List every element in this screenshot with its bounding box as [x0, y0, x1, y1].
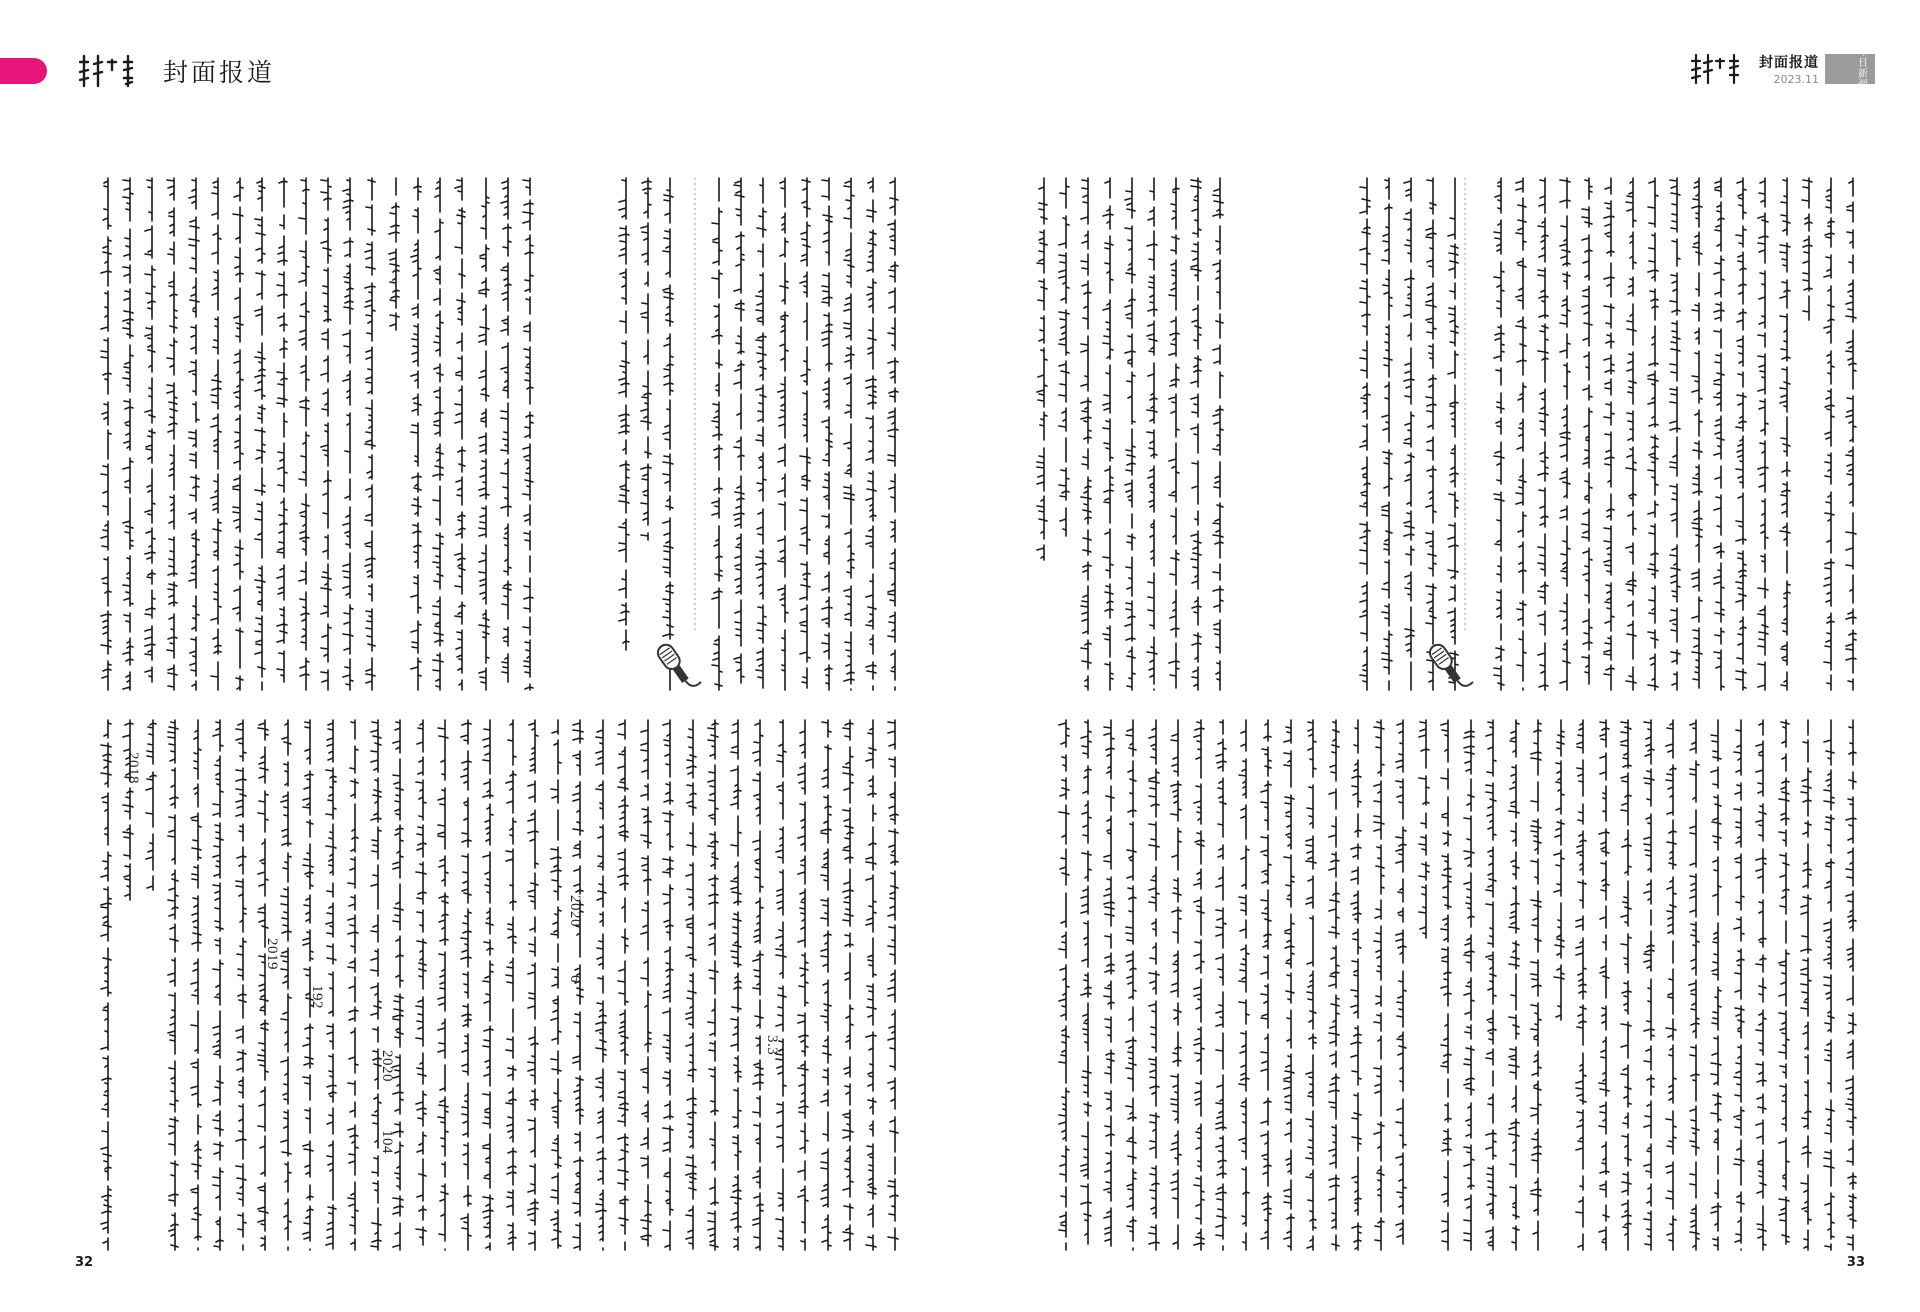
mongolian-text-line: [596, 720, 606, 1250]
mongolian-text-line: [1494, 178, 1504, 690]
mongolian-header-glyph: [1689, 52, 1753, 86]
section-title: 封面报道: [163, 58, 276, 87]
inline-number: 6: [567, 975, 583, 983]
mongolian-text-line: [123, 720, 133, 900]
mongolian-text-line: [1666, 720, 1676, 1250]
mongolian-text-line: [1329, 720, 1339, 1250]
mongolian-header-glyph: [76, 52, 151, 90]
mongolian-text-line: [1239, 720, 1249, 1250]
inline-number: 2020: [567, 895, 583, 927]
mongolian-text-line: [479, 178, 489, 690]
mongolian-text-line: [708, 720, 718, 1250]
mongolian-text-line: [236, 720, 246, 1250]
mongolian-text-line: [686, 720, 696, 1249]
mongolian-text-line: [619, 178, 629, 650]
mongolian-text-line: [641, 178, 651, 540]
mongolian-text-line: [866, 178, 876, 690]
mongolian-text-line: [1689, 720, 1699, 1250]
issue-date: 2023.11: [1773, 73, 1819, 86]
microphone-icon: [1420, 635, 1480, 705]
mongolian-text-line: [573, 720, 583, 1250]
mongolian-text-line: [800, 178, 810, 688]
mongolian-text-line: [1081, 720, 1091, 1244]
mongolian-text-line: [844, 178, 854, 690]
mongolian-text-line: [1059, 178, 1069, 536]
mongolian-text-line: [753, 720, 763, 1250]
header-right: [1689, 47, 1875, 91]
mongolian-text-line: [1125, 178, 1135, 690]
inline-number: 3.3: [764, 1035, 780, 1056]
mongolian-text-line: [501, 178, 511, 682]
mongolian-text-line: [1360, 178, 1370, 690]
mongolian-text-line: [1711, 720, 1721, 1250]
mongolian-text-line: [277, 178, 287, 682]
mongolian-text-line: [1734, 720, 1744, 1250]
mongolian-text-line: [371, 720, 381, 1250]
microphone-icon: [648, 635, 708, 705]
mongolian-text-line: [123, 178, 133, 690]
mongolian-text-line: [1306, 720, 1316, 1250]
mongolian-text-line: [438, 720, 448, 1250]
mongolian-text-line: [712, 178, 722, 690]
mongolian-text-line: [145, 178, 155, 682]
mongolian-text-line: [1426, 178, 1436, 690]
mongolian-text-line: [321, 178, 331, 690]
mongolian-text-line: [1382, 178, 1392, 690]
mongolian-text-line: [1846, 178, 1856, 690]
mongolian-text-line: [1126, 720, 1136, 1250]
mongolian-text-line: [734, 178, 744, 683]
mongolian-text-line: [1736, 178, 1746, 690]
mongolian-text-line: [1576, 720, 1586, 1250]
mongolian-text-line: [843, 720, 853, 1250]
mongolian-text-line: [888, 178, 898, 690]
mongolian-text-line: [1758, 178, 1768, 690]
mongolian-text-line: [1824, 720, 1834, 1250]
mongolian-text-line: [168, 720, 178, 1250]
mongolian-text-line: [1538, 178, 1548, 690]
inline-number: 2020: [379, 1050, 395, 1082]
mongolian-text-line: [798, 720, 808, 1250]
mongolian-text-line: [822, 178, 832, 690]
mongolian-text-line: [461, 720, 471, 1250]
mongolian-text-line: [778, 178, 788, 690]
mongolian-text-line: [663, 178, 673, 690]
header-titlebox: [1759, 52, 1819, 86]
mongolian-text-line: [1626, 178, 1636, 690]
mongolian-text-line: [756, 178, 766, 688]
mongolian-text-line: [1780, 178, 1790, 690]
mongolian-text-line: [191, 720, 201, 1250]
mongolian-text-line: [455, 178, 465, 690]
mongolian-text-line: [1191, 178, 1201, 690]
mongolian-text-line: [618, 720, 628, 1250]
mongolian-text-line: [1531, 720, 1541, 1250]
mongolian-text-line: [1169, 178, 1179, 688]
mongolian-text-line: [299, 178, 309, 690]
mongolian-text-line: [1604, 178, 1614, 690]
mongolian-text-line: [1714, 178, 1724, 690]
mongolian-text-line: [1801, 720, 1811, 1250]
mongolian-text-line: [167, 178, 177, 690]
mongolian-text-line: [528, 720, 538, 1250]
mongolian-text-line: [1670, 178, 1680, 690]
mongolian-text-line: [1351, 720, 1361, 1250]
mongolian-text-line: [1486, 720, 1496, 1250]
mongolian-text-line: [1509, 720, 1519, 1250]
mongolian-text-line: [1374, 720, 1384, 1250]
mongolian-text-line: [776, 720, 786, 1250]
mongolian-text-line: [1194, 720, 1204, 1250]
mongolian-text-line: [641, 720, 651, 1246]
mongolian-text-line: [348, 720, 358, 1250]
mongolian-text-line: [1103, 178, 1113, 690]
mongolian-text-line: [1692, 178, 1702, 688]
mongolian-text-line: [189, 178, 199, 690]
mongolian-text-line: [1846, 720, 1856, 1250]
mongolian-text-line: [1284, 720, 1294, 1250]
mongolian-text-line: [281, 720, 291, 1250]
mongolian-text-line: [1582, 178, 1592, 684]
mongolian-text-line: [213, 720, 223, 1250]
mongolian-text-line: [411, 178, 421, 690]
mongolian-text-line: [1396, 720, 1406, 1244]
mongolian-text-line: [1756, 720, 1766, 1250]
mongolian-text-line: [821, 720, 831, 1250]
mongolian-text-line: [731, 720, 741, 1250]
mongolian-text-line: [146, 720, 156, 890]
mongolian-text-line: [1824, 178, 1834, 690]
page-number-left: 32: [75, 1255, 94, 1270]
mongolian-text-line: [1560, 178, 1570, 690]
section-title: 封面报道: [1759, 55, 1819, 71]
mongolian-text-line: [416, 720, 426, 1245]
mongolian-text-line: [233, 178, 243, 690]
mongolian-text-line: [326, 720, 336, 1249]
mongolian-text-line: [1037, 178, 1047, 560]
mongolian-text-line: [258, 720, 268, 1250]
mongolian-text-line: [1216, 720, 1226, 1250]
inline-number: 192: [309, 985, 325, 1009]
mongolian-text-line: [1081, 178, 1091, 690]
mongolian-text-line: [1802, 178, 1812, 320]
mongolian-text-line: [343, 178, 353, 690]
header-left: [76, 52, 275, 90]
mongolian-text-line: [1441, 720, 1451, 1250]
mongolian-text-line: [551, 720, 561, 1248]
mongolian-text-line: [1448, 178, 1458, 690]
logo-text: 今日新疆: [1858, 47, 1868, 91]
mongolian-text-line: [1464, 720, 1474, 1250]
inline-number: 2019: [264, 938, 280, 970]
mongolian-text-line: [1104, 720, 1114, 1246]
mongolian-text-line: [1419, 720, 1429, 938]
mongolian-text-line: [433, 178, 443, 690]
mongolian-text-line: [523, 178, 533, 690]
mongolian-text-line: [393, 720, 403, 1250]
mongolian-text-line: [1213, 178, 1223, 690]
mongolian-text-line: [1147, 178, 1157, 690]
section-tab: [0, 58, 47, 84]
mongolian-text-line: [1554, 720, 1564, 1020]
mongolian-text-line: [389, 178, 399, 330]
inline-number: 2018: [125, 752, 141, 784]
mongolian-text-line: [101, 720, 111, 1250]
magazine-logo: [1825, 47, 1875, 91]
page-number-right: 33: [1846, 1255, 1865, 1270]
mongolian-text-line: [506, 720, 516, 1250]
inline-number: 104: [379, 1130, 395, 1154]
mongolian-text-line: [663, 720, 673, 1250]
mongolian-text-line: [1648, 178, 1658, 690]
mongolian-text-line: [255, 178, 265, 690]
mongolian-text-line: [1404, 178, 1414, 690]
mongolian-text-line: [483, 720, 493, 1250]
mongolian-text-line: [365, 178, 375, 690]
mongolian-text-line: [1261, 720, 1271, 1249]
mongolian-text-line: [1149, 720, 1159, 1250]
mongolian-text-line: [1059, 720, 1069, 1250]
mongolian-text-line: [1516, 178, 1526, 690]
mongolian-text-line: [1171, 720, 1181, 1249]
mongolian-text-line: [1599, 720, 1609, 1250]
mongolian-text-line: [1779, 720, 1789, 1244]
mongolian-text-line: [211, 178, 221, 690]
mongolian-text-line: [1644, 720, 1654, 1250]
mongolian-text-line: [888, 720, 898, 1250]
mongolian-text-line: [866, 720, 876, 1250]
mongolian-text-line: [101, 178, 111, 690]
mongolian-text-line: [1621, 720, 1631, 1250]
